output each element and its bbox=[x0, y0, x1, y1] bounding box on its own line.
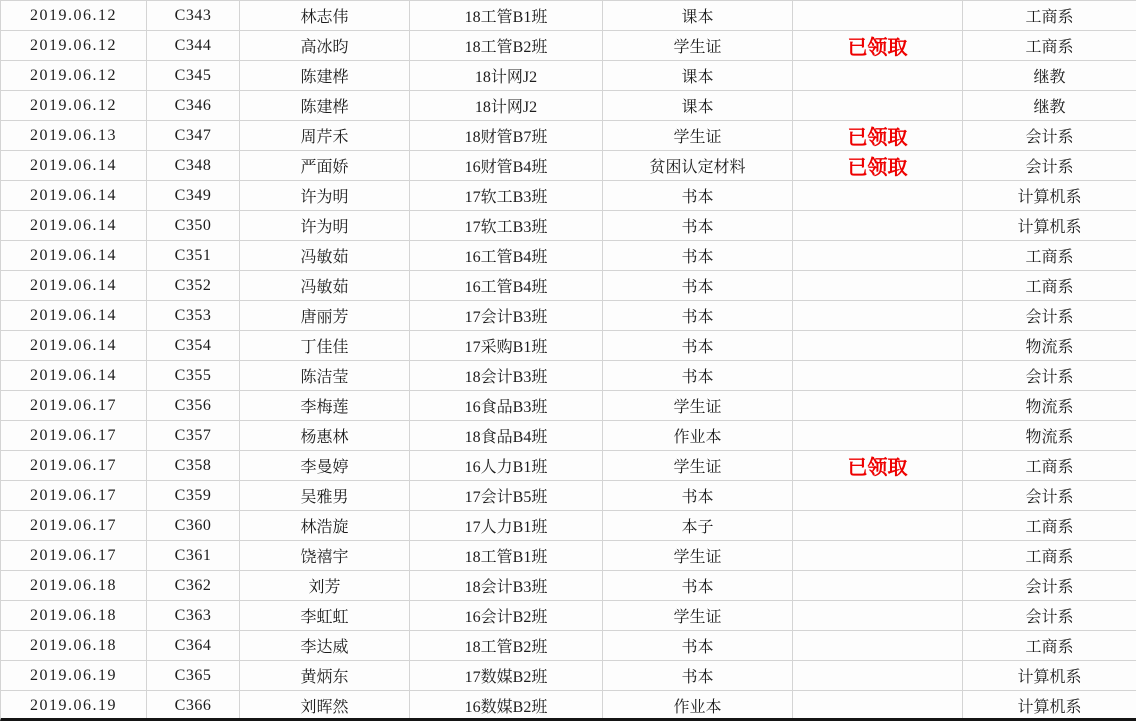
cell-status[interactable] bbox=[793, 481, 963, 511]
cell-department[interactable]: 工商系 bbox=[963, 631, 1136, 661]
cell-item[interactable]: 书本 bbox=[603, 481, 793, 511]
cell-date[interactable]: 2019.06.14 bbox=[1, 211, 147, 241]
cell-name[interactable]: 陈洁莹 bbox=[240, 361, 410, 391]
cell-status[interactable] bbox=[793, 601, 963, 631]
cell-name[interactable]: 冯敏茹 bbox=[240, 241, 410, 271]
cell-department[interactable]: 计算机系 bbox=[963, 181, 1136, 211]
cell-class[interactable]: 16工管B4班 bbox=[410, 271, 603, 301]
cell-code[interactable]: C348 bbox=[147, 151, 240, 181]
cell-date[interactable]: 2019.06.17 bbox=[1, 541, 147, 571]
cell-date[interactable]: 2019.06.18 bbox=[1, 571, 147, 601]
cell-department[interactable]: 工商系 bbox=[963, 541, 1136, 571]
cell-status[interactable]: 已领取 bbox=[793, 151, 963, 181]
cell-status[interactable] bbox=[793, 571, 963, 601]
cell-name[interactable]: 李达威 bbox=[240, 631, 410, 661]
cell-date[interactable]: 2019.06.14 bbox=[1, 241, 147, 271]
cell-status[interactable] bbox=[793, 1, 963, 31]
cell-status[interactable] bbox=[793, 301, 963, 331]
cell-department[interactable]: 计算机系 bbox=[963, 211, 1136, 241]
cell-status[interactable] bbox=[793, 511, 963, 541]
cell-department[interactable]: 会计系 bbox=[963, 571, 1136, 601]
cell-date[interactable]: 2019.06.14 bbox=[1, 331, 147, 361]
cell-code[interactable]: C363 bbox=[147, 601, 240, 631]
cell-item[interactable]: 书本 bbox=[603, 571, 793, 601]
cell-name[interactable]: 林志伟 bbox=[240, 1, 410, 31]
cell-department[interactable]: 会计系 bbox=[963, 301, 1136, 331]
cell-department[interactable]: 计算机系 bbox=[963, 691, 1136, 721]
cell-class[interactable]: 18财管B7班 bbox=[410, 121, 603, 151]
cell-department[interactable]: 工商系 bbox=[963, 241, 1136, 271]
cell-name[interactable]: 杨惠林 bbox=[240, 421, 410, 451]
cell-item[interactable]: 学生证 bbox=[603, 391, 793, 421]
cell-name[interactable]: 饶禧宇 bbox=[240, 541, 410, 571]
cell-status[interactable] bbox=[793, 421, 963, 451]
cell-department[interactable]: 工商系 bbox=[963, 1, 1136, 31]
cell-status[interactable] bbox=[793, 241, 963, 271]
cell-code[interactable]: C365 bbox=[147, 661, 240, 691]
cell-class[interactable]: 16数媒B2班 bbox=[410, 691, 603, 721]
cell-status[interactable] bbox=[793, 631, 963, 661]
cell-code[interactable]: C346 bbox=[147, 91, 240, 121]
cell-class[interactable]: 17软工B3班 bbox=[410, 181, 603, 211]
cell-date[interactable]: 2019.06.13 bbox=[1, 121, 147, 151]
cell-code[interactable]: C358 bbox=[147, 451, 240, 481]
cell-class[interactable]: 18工管B1班 bbox=[410, 1, 603, 31]
cell-code[interactable]: C361 bbox=[147, 541, 240, 571]
cell-code[interactable]: C350 bbox=[147, 211, 240, 241]
cell-class[interactable]: 17人力B1班 bbox=[410, 511, 603, 541]
cell-status[interactable] bbox=[793, 331, 963, 361]
cell-name[interactable]: 许为明 bbox=[240, 181, 410, 211]
cell-class[interactable]: 17会计B5班 bbox=[410, 481, 603, 511]
cell-name[interactable]: 吴雅男 bbox=[240, 481, 410, 511]
cell-status[interactable] bbox=[793, 391, 963, 421]
cell-date[interactable]: 2019.06.18 bbox=[1, 601, 147, 631]
cell-date[interactable]: 2019.06.17 bbox=[1, 421, 147, 451]
cell-code[interactable]: C351 bbox=[147, 241, 240, 271]
cell-name[interactable]: 陈建桦 bbox=[240, 61, 410, 91]
cell-item[interactable]: 课本 bbox=[603, 61, 793, 91]
cell-item[interactable]: 学生证 bbox=[603, 451, 793, 481]
cell-name[interactable]: 高冰昀 bbox=[240, 31, 410, 61]
cell-code[interactable]: C366 bbox=[147, 691, 240, 721]
cell-code[interactable]: C355 bbox=[147, 361, 240, 391]
cell-department[interactable]: 会计系 bbox=[963, 481, 1136, 511]
cell-date[interactable]: 2019.06.18 bbox=[1, 631, 147, 661]
cell-date[interactable]: 2019.06.17 bbox=[1, 451, 147, 481]
cell-class[interactable]: 18计网J2 bbox=[410, 91, 603, 121]
cell-date[interactable]: 2019.06.14 bbox=[1, 181, 147, 211]
cell-item[interactable]: 学生证 bbox=[603, 31, 793, 61]
cell-name[interactable]: 严面娇 bbox=[240, 151, 410, 181]
cell-item[interactable]: 书本 bbox=[603, 331, 793, 361]
cell-date[interactable]: 2019.06.19 bbox=[1, 661, 147, 691]
cell-department[interactable]: 继教 bbox=[963, 61, 1136, 91]
cell-date[interactable]: 2019.06.17 bbox=[1, 481, 147, 511]
cell-department[interactable]: 计算机系 bbox=[963, 661, 1136, 691]
cell-item[interactable]: 贫困认定材料 bbox=[603, 151, 793, 181]
cell-code[interactable]: C364 bbox=[147, 631, 240, 661]
cell-class[interactable]: 16财管B4班 bbox=[410, 151, 603, 181]
cell-item[interactable]: 学生证 bbox=[603, 541, 793, 571]
cell-item[interactable]: 作业本 bbox=[603, 691, 793, 721]
cell-item[interactable]: 书本 bbox=[603, 361, 793, 391]
cell-department[interactable]: 会计系 bbox=[963, 361, 1136, 391]
cell-status[interactable] bbox=[793, 271, 963, 301]
cell-class[interactable]: 16会计B2班 bbox=[410, 601, 603, 631]
cell-name[interactable]: 刘芳 bbox=[240, 571, 410, 601]
cell-code[interactable]: C354 bbox=[147, 331, 240, 361]
cell-date[interactable]: 2019.06.12 bbox=[1, 31, 147, 61]
cell-class[interactable]: 18工管B2班 bbox=[410, 631, 603, 661]
cell-item[interactable]: 书本 bbox=[603, 301, 793, 331]
cell-department[interactable]: 工商系 bbox=[963, 511, 1136, 541]
cell-department[interactable]: 会计系 bbox=[963, 601, 1136, 631]
cell-department[interactable]: 物流系 bbox=[963, 421, 1136, 451]
cell-name[interactable]: 李曼婷 bbox=[240, 451, 410, 481]
cell-item[interactable]: 书本 bbox=[603, 631, 793, 661]
cell-code[interactable]: C360 bbox=[147, 511, 240, 541]
cell-item[interactable]: 书本 bbox=[603, 211, 793, 241]
cell-date[interactable]: 2019.06.12 bbox=[1, 1, 147, 31]
cell-status[interactable] bbox=[793, 691, 963, 721]
cell-status[interactable] bbox=[793, 61, 963, 91]
cell-name[interactable]: 黄炳东 bbox=[240, 661, 410, 691]
cell-class[interactable]: 17数媒B2班 bbox=[410, 661, 603, 691]
cell-item[interactable]: 本子 bbox=[603, 511, 793, 541]
cell-item[interactable]: 课本 bbox=[603, 1, 793, 31]
cell-date[interactable]: 2019.06.14 bbox=[1, 271, 147, 301]
cell-name[interactable]: 周芹禾 bbox=[240, 121, 410, 151]
records-table bbox=[1, 1, 1136, 721]
cell-code[interactable]: C359 bbox=[147, 481, 240, 511]
cell-department[interactable]: 工商系 bbox=[963, 451, 1136, 481]
cell-department[interactable]: 会计系 bbox=[963, 121, 1136, 151]
cell-class[interactable]: 17软工B3班 bbox=[410, 211, 603, 241]
cell-code[interactable]: C344 bbox=[147, 31, 240, 61]
cell-item[interactable]: 书本 bbox=[603, 181, 793, 211]
cell-code[interactable]: C345 bbox=[147, 61, 240, 91]
cell-item[interactable]: 书本 bbox=[603, 271, 793, 301]
cell-date[interactable]: 2019.06.17 bbox=[1, 511, 147, 541]
cell-item[interactable]: 作业本 bbox=[603, 421, 793, 451]
cell-date[interactable]: 2019.06.14 bbox=[1, 151, 147, 181]
cell-class[interactable]: 16工管B4班 bbox=[410, 241, 603, 271]
cell-name[interactable]: 刘晖然 bbox=[240, 691, 410, 721]
cell-date[interactable]: 2019.06.14 bbox=[1, 361, 147, 391]
cell-name[interactable]: 丁佳佳 bbox=[240, 331, 410, 361]
cell-class[interactable]: 17会计B3班 bbox=[410, 301, 603, 331]
cell-name[interactable]: 冯敏茹 bbox=[240, 271, 410, 301]
cell-name[interactable]: 李虹虹 bbox=[240, 601, 410, 631]
cell-class[interactable]: 18食品B4班 bbox=[410, 421, 603, 451]
cell-code[interactable]: C349 bbox=[147, 181, 240, 211]
cell-status[interactable] bbox=[793, 541, 963, 571]
cell-department[interactable]: 物流系 bbox=[963, 391, 1136, 421]
cell-class[interactable]: 18会计B3班 bbox=[410, 361, 603, 391]
cell-status[interactable]: 已领取 bbox=[793, 121, 963, 151]
cell-status[interactable]: 已领取 bbox=[793, 31, 963, 61]
cell-date[interactable]: 2019.06.17 bbox=[1, 391, 147, 421]
cell-status[interactable] bbox=[793, 361, 963, 391]
cell-date[interactable]: 2019.06.19 bbox=[1, 691, 147, 721]
cell-status[interactable] bbox=[793, 661, 963, 691]
cell-status[interactable]: 已领取 bbox=[793, 451, 963, 481]
cell-code[interactable]: C347 bbox=[147, 121, 240, 151]
cell-department[interactable]: 工商系 bbox=[963, 31, 1136, 61]
cell-code[interactable]: C343 bbox=[147, 1, 240, 31]
cell-status[interactable] bbox=[793, 211, 963, 241]
cell-class[interactable]: 18工管B1班 bbox=[410, 541, 603, 571]
cell-department[interactable]: 会计系 bbox=[963, 151, 1136, 181]
cell-item[interactable]: 课本 bbox=[603, 91, 793, 121]
cell-class[interactable]: 17采购B1班 bbox=[410, 331, 603, 361]
cell-status[interactable] bbox=[793, 181, 963, 211]
cell-class[interactable]: 16食品B3班 bbox=[410, 391, 603, 421]
cell-code[interactable]: C356 bbox=[147, 391, 240, 421]
cell-department[interactable]: 物流系 bbox=[963, 331, 1136, 361]
cell-name[interactable]: 李梅莲 bbox=[240, 391, 410, 421]
cell-code[interactable]: C362 bbox=[147, 571, 240, 601]
cell-item[interactable]: 学生证 bbox=[603, 121, 793, 151]
cell-name[interactable]: 林浩旋 bbox=[240, 511, 410, 541]
cell-item[interactable]: 书本 bbox=[603, 661, 793, 691]
cell-date[interactable]: 2019.06.12 bbox=[1, 61, 147, 91]
cell-status[interactable] bbox=[793, 91, 963, 121]
cell-name[interactable]: 陈建桦 bbox=[240, 91, 410, 121]
cell-class[interactable]: 18会计B3班 bbox=[410, 571, 603, 601]
cell-code[interactable]: C352 bbox=[147, 271, 240, 301]
cell-item[interactable]: 学生证 bbox=[603, 601, 793, 631]
cell-item[interactable]: 书本 bbox=[603, 241, 793, 271]
cell-class[interactable]: 16人力B1班 bbox=[410, 451, 603, 481]
cell-class[interactable]: 18计网J2 bbox=[410, 61, 603, 91]
cell-date[interactable]: 2019.06.14 bbox=[1, 301, 147, 331]
cell-code[interactable]: C357 bbox=[147, 421, 240, 451]
cell-code[interactable]: C353 bbox=[147, 301, 240, 331]
cell-department[interactable]: 工商系 bbox=[963, 271, 1136, 301]
cell-name[interactable]: 许为明 bbox=[240, 211, 410, 241]
cell-name[interactable]: 唐丽芳 bbox=[240, 301, 410, 331]
cell-department[interactable]: 继教 bbox=[963, 91, 1136, 121]
cell-date[interactable]: 2019.06.12 bbox=[1, 91, 147, 121]
cell-class[interactable]: 18工管B2班 bbox=[410, 31, 603, 61]
